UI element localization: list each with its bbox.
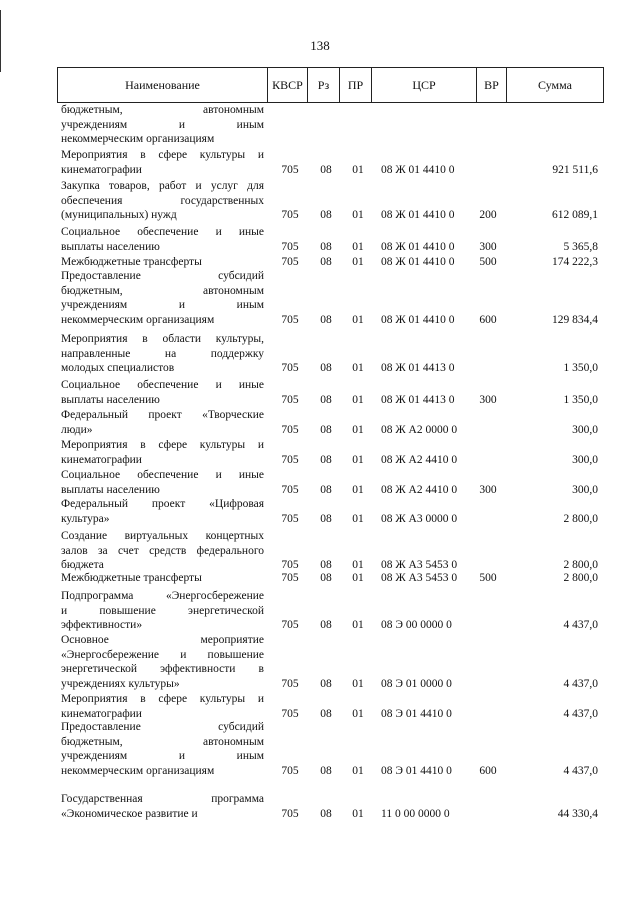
- row-name: [61, 103, 264, 147]
- row-name: [61, 571, 264, 586]
- row-name-line: направленные на поддержку: [61, 347, 264, 360]
- row-csr: 08 Ж А3 5453 0: [381, 572, 458, 584]
- row-name-line: культура»: [61, 512, 110, 525]
- row-name-line: и повышение энергетической: [61, 604, 264, 617]
- row-kvsr: 705: [281, 677, 299, 690]
- row-name: [61, 332, 264, 376]
- row-pr: 01: [352, 256, 364, 268]
- row-name-line: некоммерческим организациям: [61, 133, 215, 145]
- row-sum: 44 330,4: [557, 807, 598, 820]
- header-csr: ЦСР: [372, 68, 477, 103]
- row-vr: 200: [479, 209, 497, 221]
- row-sum: 2 800,0: [563, 512, 598, 525]
- row-kvsr: 705: [281, 256, 299, 268]
- row-sum: 4 437,0: [563, 707, 598, 720]
- row-name-line: некоммерческим организациям: [61, 313, 215, 326]
- row-pr: 01: [352, 483, 364, 496]
- row-sum: 174 222,3: [552, 256, 598, 268]
- row-kvsr: 705: [281, 512, 299, 525]
- row-name-line: кинематографии: [61, 707, 142, 720]
- row-name-line: энергетической эффективности в: [61, 663, 264, 675]
- row-pr: 01: [352, 572, 364, 584]
- row-pr: 01: [352, 512, 364, 525]
- header-vr: ВР: [477, 68, 507, 103]
- row-vr: 300: [479, 483, 497, 496]
- row-sum: 2 800,0: [563, 572, 598, 584]
- row-kvsr: 705: [281, 572, 299, 584]
- row-sum: 921 511,6: [552, 163, 598, 176]
- header-kvsr: КВСР: [268, 68, 308, 103]
- row-pr: 01: [352, 209, 364, 221]
- row-name-line: Мероприятия в сфере культуры и: [61, 693, 264, 705]
- row-rz: 08: [320, 209, 332, 221]
- row-csr: 08 Ж 01 4410 0: [381, 209, 455, 221]
- row-name-line: выплаты населению: [61, 240, 160, 253]
- row-rz: 08: [320, 707, 332, 720]
- row-name: [61, 255, 264, 270]
- header-sum: Сумма: [507, 68, 604, 103]
- row-name: [61, 408, 264, 437]
- row-kvsr: 705: [281, 240, 299, 253]
- row-kvsr: 705: [281, 619, 299, 631]
- row-csr: 08 Ж А3 5453 0: [381, 559, 458, 571]
- row-name-line: Предоставление субсидий: [61, 721, 264, 733]
- row-name-line: некоммерческим организациям: [61, 764, 215, 777]
- header-pr: ПР: [340, 68, 372, 103]
- row-name-line: бюджетным, автономным: [61, 284, 264, 297]
- row-rz: 08: [320, 677, 332, 690]
- row-name-line: учреждениях культуры»: [61, 677, 180, 690]
- row-kvsr: 705: [281, 807, 299, 820]
- row-name-line: Мероприятия в области культуры,: [61, 333, 264, 345]
- row-name-line: Мероприятия в сфере культуры и: [61, 149, 264, 161]
- row-name: [61, 633, 264, 691]
- row-sum: 1 350,0: [563, 362, 598, 374]
- row-pr: 01: [352, 559, 364, 571]
- row-kvsr: 705: [281, 423, 299, 436]
- row-name-line: молодых специалистов: [61, 362, 175, 374]
- row-sum: 129 834,4: [552, 313, 598, 326]
- row-name-line: Межбюджетные трансферты: [61, 256, 202, 268]
- row-name-line: Государственная программа: [61, 793, 264, 805]
- row-pr: 01: [352, 240, 364, 253]
- row-csr: 08 Ж 01 4410 0: [381, 256, 455, 268]
- row-name: [61, 179, 264, 223]
- row-csr: 08 Ж А2 4410 0: [381, 453, 458, 466]
- row-name: [61, 378, 264, 407]
- row-name-line: «Энергосбережение и повышение: [61, 648, 264, 661]
- row-rz: 08: [320, 559, 332, 571]
- row-name-line: залов за счет средств федерального: [61, 544, 264, 557]
- row-name-line: кинематографии: [61, 163, 142, 176]
- row-name: [61, 497, 264, 526]
- row-kvsr: 705: [281, 559, 299, 571]
- row-sum: 2 800,0: [563, 559, 598, 571]
- row-kvsr: 705: [281, 707, 299, 720]
- row-csr: 08 Э 01 4410 0: [381, 707, 452, 720]
- row-rz: 08: [320, 256, 332, 268]
- row-name-line: «Экономическое развитие и: [61, 807, 198, 820]
- row-rz: 08: [320, 453, 332, 466]
- row-csr: 08 Э 01 4410 0: [381, 764, 452, 777]
- row-pr: 01: [352, 807, 364, 820]
- row-name-line: (муниципальных) нужд: [61, 209, 177, 221]
- row-csr: 08 Ж 01 4410 0: [381, 313, 455, 326]
- row-rz: 08: [320, 619, 332, 631]
- row-name-line: учреждениям и иным: [61, 750, 264, 762]
- row-csr: 08 Э 01 0000 0: [381, 677, 452, 690]
- row-pr: 01: [352, 163, 364, 176]
- row-name: [61, 148, 264, 177]
- row-rz: 08: [320, 362, 332, 374]
- row-name-line: бюджетным, автономным: [61, 104, 264, 116]
- row-csr: 08 Ж А2 0000 0: [381, 423, 458, 436]
- row-pr: 01: [352, 707, 364, 720]
- row-name: [61, 468, 264, 497]
- row-name-line: Закупка товаров, работ и услуг для: [61, 180, 264, 192]
- row-kvsr: 705: [281, 393, 299, 406]
- row-kvsr: 705: [281, 163, 299, 176]
- row-sum: 4 437,0: [563, 677, 598, 690]
- header-rz: Рз: [308, 68, 340, 103]
- row-sum: 612 089,1: [552, 209, 598, 221]
- row-name: [61, 589, 264, 633]
- row-name: [61, 692, 264, 721]
- row-kvsr: 705: [281, 209, 299, 221]
- row-name: [61, 438, 264, 467]
- row-csr: 08 Ж 01 4413 0: [381, 362, 455, 374]
- row-name: [61, 720, 264, 778]
- row-name-line: Мероприятия в сфере культуры и: [61, 439, 264, 451]
- row-name-line: бюджета: [61, 559, 104, 571]
- row-csr: 08 Э 00 0000 0: [381, 619, 452, 631]
- row-pr: 01: [352, 313, 364, 326]
- row-rz: 08: [320, 483, 332, 496]
- row-pr: 01: [352, 393, 364, 406]
- row-rz: 08: [320, 807, 332, 820]
- row-name-line: выплаты населению: [61, 393, 160, 406]
- row-name-line: обеспечения государственных: [61, 194, 264, 207]
- row-csr: 08 Ж А3 0000 0: [381, 512, 458, 525]
- row-vr: 300: [479, 393, 497, 406]
- row-rz: 08: [320, 423, 332, 436]
- row-rz: 08: [320, 393, 332, 406]
- row-name: [61, 529, 264, 573]
- row-name-line: Федеральный проект «Творческие: [61, 409, 264, 421]
- row-rz: 08: [320, 572, 332, 584]
- row-pr: 01: [352, 362, 364, 374]
- row-name-line: Основное мероприятие: [61, 634, 264, 646]
- row-name-line: Создание виртуальных концертных: [61, 530, 264, 542]
- row-pr: 01: [352, 764, 364, 777]
- row-sum: 5 365,8: [563, 240, 598, 253]
- row-sum: 300,0: [572, 453, 598, 466]
- row-name-line: Межбюджетные трансферты: [61, 572, 202, 584]
- row-kvsr: 705: [281, 362, 299, 374]
- row-rz: 08: [320, 764, 332, 777]
- row-kvsr: 705: [281, 764, 299, 777]
- row-rz: 08: [320, 512, 332, 525]
- row-vr: 300: [479, 240, 497, 253]
- row-rz: 08: [320, 313, 332, 326]
- row-kvsr: 705: [281, 453, 299, 466]
- row-sum: 4 437,0: [563, 764, 598, 777]
- row-vr: 500: [479, 256, 497, 268]
- row-name-line: Подпрограмма «Энергосбережение: [61, 590, 264, 602]
- row-name-line: Социальное обеспечение и иные: [61, 226, 264, 238]
- page-number: 138: [310, 38, 330, 53]
- row-name-line: Социальное обеспечение и иные: [61, 379, 264, 391]
- row-csr: 11 0 00 0000 0: [381, 807, 450, 820]
- row-csr: 08 Ж 01 4410 0: [381, 163, 455, 176]
- row-name: [61, 792, 264, 821]
- row-name-line: Федеральный проект «Цифровая: [61, 498, 264, 510]
- row-name-line: Предоставление субсидий: [61, 270, 264, 282]
- row-rz: 08: [320, 240, 332, 253]
- row-name-line: Социальное обеспечение и иные: [61, 469, 264, 481]
- table-header: [57, 67, 604, 103]
- row-name: [61, 269, 264, 327]
- row-kvsr: 705: [281, 483, 299, 496]
- row-vr: 600: [479, 313, 497, 326]
- row-name-line: выплаты населению: [61, 483, 160, 496]
- row-name-line: бюджетным, автономным: [61, 735, 264, 748]
- row-name: [61, 225, 264, 254]
- row-pr: 01: [352, 619, 364, 631]
- row-pr: 01: [352, 677, 364, 690]
- row-vr: 500: [479, 572, 497, 584]
- row-pr: 01: [352, 423, 364, 436]
- row-csr: 08 Ж А2 4410 0: [381, 483, 458, 496]
- row-rz: 08: [320, 163, 332, 176]
- row-name-line: учреждениям и иным: [61, 118, 264, 131]
- row-sum: 4 437,0: [563, 619, 598, 631]
- row-kvsr: 705: [281, 313, 299, 326]
- row-name-line: эффективности»: [61, 619, 143, 631]
- row-vr: 600: [479, 764, 497, 777]
- row-csr: 08 Ж 01 4410 0: [381, 240, 455, 253]
- row-name-line: учреждениям и иным: [61, 299, 264, 311]
- row-sum: 1 350,0: [563, 393, 598, 406]
- row-name-line: кинематографии: [61, 453, 142, 466]
- row-pr: 01: [352, 453, 364, 466]
- row-sum: 300,0: [572, 423, 598, 436]
- header-name: Наименование: [58, 68, 268, 103]
- row-sum: 300,0: [572, 483, 598, 496]
- row-csr: 08 Ж 01 4413 0: [381, 393, 455, 406]
- row-name-line: люди»: [61, 423, 93, 436]
